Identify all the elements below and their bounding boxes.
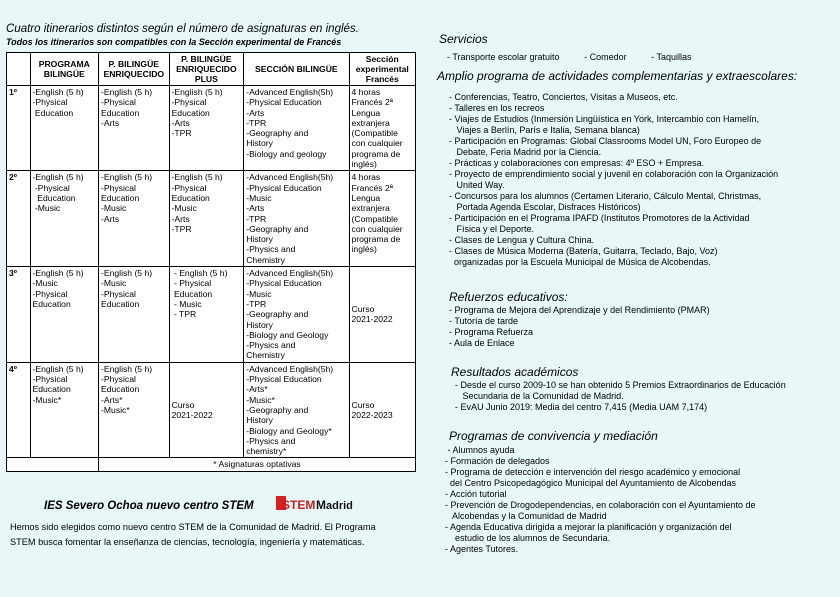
list-item: - Agentes Tutores.: [445, 544, 519, 554]
cell-line: -Arts: [246, 203, 265, 214]
cell-line: -Physical: [32, 374, 68, 385]
cell-line: -Arts*: [101, 394, 123, 405]
cell-line: Lengua: [351, 192, 381, 203]
cell-line: -Arts*: [246, 384, 268, 395]
header-enriquecido: P. BILINGÜE ENRIQUECIDO: [99, 53, 170, 86]
cell-line: -Physical: [101, 374, 136, 385]
cell-line: -Physics and: [246, 435, 296, 446]
cell-line: -Music: [101, 278, 127, 289]
cell-line: -English (5 h): [171, 87, 223, 97]
cell-line: - TPR: [171, 309, 197, 320]
cell-line: (Compatible: [351, 213, 398, 224]
list-item: Física y el Deporte.: [449, 224, 535, 234]
cell-line: -Biology and geology: [246, 148, 327, 159]
table-row: [7, 171, 416, 267]
cell-line: - Music: [171, 298, 202, 309]
cell-line: -Physical: [101, 288, 136, 299]
cell-line: Education: [171, 107, 210, 118]
table-cell-c3: [169, 362, 244, 458]
table-cell-c4: [244, 86, 349, 171]
cell-line: Curso: [351, 399, 375, 410]
list-item: - Programa Refuerza: [449, 327, 534, 337]
cell-line: inglés): [351, 159, 377, 170]
cell-line: Francés 2ª: [351, 182, 393, 193]
cell-line: -Music: [101, 203, 127, 214]
cell-line: Education: [101, 298, 140, 309]
cell-line: Francés 2ª: [351, 97, 393, 108]
itinerary-table: [6, 52, 416, 472]
servicio-taquillas: - Taquillas: [651, 52, 692, 62]
cell-line: Education: [171, 192, 210, 203]
cell-line: -English (5 h): [32, 172, 84, 183]
cell-line: History: [246, 234, 273, 245]
cell-line: -English (5 h): [32, 87, 84, 97]
list-item: Secundaria de la Comunidad de Madrid.: [455, 391, 624, 401]
list-item: - Viajes de Estudios (Inmersión Lingüística en York, Intercambio con Hamelín,: [449, 114, 759, 124]
header-seccion-frances: Sección experimental Francés: [349, 53, 415, 86]
cell-line: - English (5 h): [171, 268, 228, 279]
itinerary-subtitle: Todos los itinerarios son compatibles con la Sección experimental de Francés: [6, 37, 342, 47]
cell-line: 4 horas: [351, 172, 381, 183]
table-row: [7, 267, 416, 363]
logo-m-text: M: [316, 498, 326, 512]
cell-line: -Music: [32, 278, 58, 289]
table-cell-c5: [349, 267, 415, 363]
refuerzos-title: Refuerzos educativos:: [449, 290, 568, 304]
list-item: - Concursos para los alumnos (Certamen Literario, Cálculo Mental, Christmas,: [449, 191, 762, 201]
list-item: - Alumnos ayuda: [445, 445, 515, 455]
table-cell-c1: [30, 86, 99, 171]
cell-line: Curso: [171, 399, 195, 410]
cell-line: -English (5 h): [101, 363, 153, 374]
list-item: - Programa de Mejora del Aprendizaje y del Rendimiento (PMAR): [449, 305, 710, 315]
list-item: - EvAU Junio 2019: Media del centro 7,415 (Media UAM 7,174): [455, 402, 708, 412]
itinerary-title: Cuatro itinerarios distintos según el número de asignaturas en inglés.: [6, 23, 359, 35]
table-cell-c2: [99, 362, 170, 458]
cell-line: -Geography and: [246, 128, 309, 139]
list-item: Alcobendas y la Comunidad de Madrid: [445, 511, 607, 521]
list-item: - Desde el curso 2009-10 se han obtenido 5 Premios Extraordinarios de Educación: [455, 380, 786, 390]
cell-line: -Physical: [171, 182, 207, 193]
cell-line: -Physics and: [246, 340, 296, 351]
cell-line: -Music*: [246, 394, 275, 405]
cell-line: -Music: [246, 288, 272, 299]
cell-line: - Physical: [171, 278, 212, 289]
cell-line: Education: [32, 384, 71, 395]
cell-line: inglés): [351, 244, 377, 255]
cell-line: -Geography and: [246, 223, 309, 234]
cell-line: -English (5 h): [101, 172, 153, 183]
list-item: - Talleres en los recreos: [449, 103, 545, 113]
list-item: - Formación de delegados: [445, 456, 550, 466]
cell-line: Education: [32, 192, 76, 203]
cell-line: extranjera: [351, 117, 390, 128]
cell-line: -Physical: [32, 182, 70, 193]
cell-line: -Physical: [171, 97, 207, 108]
cell-line: -TPR: [171, 223, 192, 234]
list-item: - Proyecto de emprendimiento social y juvenil en colaboración con la Organización: [449, 169, 779, 179]
stem-madrid-logo: [276, 492, 353, 514]
cell-line: Education: [101, 107, 140, 118]
cell-line: -English (5 h): [101, 268, 153, 279]
cell-line: -English (5 h): [32, 363, 84, 374]
table-row: [7, 86, 416, 171]
cell-line: 2021-2022: [171, 410, 213, 421]
list-item: - Clases de Lengua y Cultura China.: [449, 235, 595, 245]
cell-line: -Advanced English(5h): [246, 363, 334, 374]
list-item: - Participación en Programas: Global Classrooms Model UN, Foro Europeo de: [449, 136, 762, 146]
cell-line: con cualquier: [351, 223, 403, 234]
table-cell-c3: [169, 86, 244, 171]
list-item: - Conferencias, Teatro, Conciertos, Visitas a Museos, etc.: [449, 92, 678, 102]
row-year: 2º: [7, 171, 31, 267]
list-item: - Clases de Música Moderna (Batería, Guitarra, Teclado, Bajo, Voz): [449, 246, 718, 256]
cell-line: Education: [101, 384, 140, 395]
table-cell-c4: [244, 171, 349, 267]
cell-line: programa de: [351, 148, 401, 159]
table-cell-c4: [244, 267, 349, 363]
servicios-list: [447, 52, 713, 62]
actividades-title: Amplio programa de actividades complementarias y extraescolares:: [437, 69, 798, 83]
stem-description: Hemos sido elegidos como nuevo centro STEM de la Comunidad de Madrid. El Programa STEM busca fomentar la enseñanza de ciencias, tecnología, ingeniería y matemáticas.: [10, 522, 376, 547]
cell-line: Education: [101, 192, 140, 203]
table-cell-c2: [99, 171, 170, 267]
cell-line: -Physical: [32, 97, 68, 108]
list-item: - Acción tutorial: [445, 489, 507, 499]
cell-line: -Geography and: [246, 404, 309, 415]
cell-line: -Biology and Geology: [246, 329, 329, 340]
list-item: del Centro Psicopedagógico Municipal del Ayuntamiento de Alcobendas: [445, 478, 737, 488]
row-year: 1º: [7, 86, 31, 171]
list-item: - Prácticas y colaboraciones con empresas: 4º ESO + Empresa.: [449, 158, 705, 168]
cell-line: Curso: [351, 304, 375, 315]
cell-line: -Physical Education: [246, 278, 322, 289]
servicio-transporte: - Transporte escolar gratuito: [447, 52, 560, 62]
convivencia-title: Programas de convivencia y mediación: [449, 429, 658, 443]
header-year: [7, 53, 31, 86]
cell-line: -Music*: [101, 404, 130, 415]
table-cell-c1: [30, 267, 99, 363]
header-seccion-bilingue: SECCIÓN BILINGÜE: [244, 53, 349, 86]
list-item: - Prevención de Drogodependencias, en colaboración con el Ayuntamiento de: [445, 500, 756, 510]
cell-line: -Physical: [101, 97, 136, 108]
table-cell-c1: [30, 362, 99, 458]
cell-line: -TPR: [171, 128, 192, 139]
cell-line: (Compatible: [351, 128, 398, 139]
cell-line: -Arts: [171, 117, 190, 128]
footnote: * Asignaturas optativas: [99, 458, 416, 471]
actividades-list: [449, 92, 778, 268]
table-cell-c2: [99, 267, 170, 363]
cell-line: -TPR: [246, 213, 267, 224]
cell-line: con cualquier: [351, 138, 403, 149]
cell-line: 2022-2023: [351, 410, 393, 421]
cell-line: -Arts: [246, 107, 265, 118]
cell-line: -Physical: [32, 288, 68, 299]
cell-line: -Physical Education: [246, 374, 322, 385]
cell-line: -English (5 h): [32, 268, 84, 279]
itinerary-section: [6, 22, 418, 472]
list-item: Portada Agenda Escolar, Disfraces Históricos): [449, 202, 641, 212]
cell-line: -Music: [246, 192, 272, 203]
cell-line: 2021-2022: [351, 314, 393, 325]
table-row: [7, 362, 416, 458]
table-cell-c1: [30, 171, 99, 267]
cell-line: History: [246, 319, 273, 330]
list-item: - Programa de detección e intervención del riesgo académico y emocional: [445, 467, 741, 477]
cell-line: History: [246, 138, 273, 149]
cell-line: -Advanced English(5h): [246, 87, 334, 97]
list-item: estudio de los alumnos de Secundaria.: [445, 533, 611, 543]
list-item: - Participación en el Programa IPAFD (Institutos Promotores de la Actividad: [449, 213, 750, 223]
table-cell-c5: [349, 86, 415, 171]
cell-line: Chemistry: [246, 350, 285, 361]
table-cell-c4: [244, 362, 349, 458]
cell-line: History: [246, 415, 273, 426]
cell-line: -Advanced English(5h): [246, 172, 334, 183]
list-item: - Agenda Educativa dirigida a mejorar la planificación y organización del: [445, 522, 732, 532]
cell-line: extranjera: [351, 203, 390, 214]
header-programa-bilingue: PROGRAMA BILINGÜE: [30, 53, 99, 86]
cell-line: -Physical Education: [246, 182, 322, 193]
cell-line: -TPR: [246, 298, 267, 309]
cell-line: -TPR: [246, 117, 267, 128]
table-cell-c3: [169, 171, 244, 267]
logo-madrid-text: adrid: [326, 500, 353, 512]
list-item: - Tutoría de tarde: [449, 316, 519, 326]
cell-line: programa de: [351, 234, 401, 245]
table-header-row: [7, 53, 416, 86]
cell-line: -Physical Education: [246, 97, 322, 108]
cell-line: Chemistry: [246, 254, 285, 265]
cell-line: -English (5 h): [171, 172, 223, 183]
cell-line: -Geography and: [246, 309, 309, 320]
cell-line: -Arts: [101, 213, 120, 224]
cell-line: -Physical: [101, 182, 136, 193]
list-item: United Way.: [449, 180, 505, 190]
logo-stem-text: STEM: [282, 498, 316, 512]
cell-line: -Physics and: [246, 244, 296, 255]
cell-line: Lengua: [351, 107, 381, 118]
list-item: Viajes a Berlín, París e Italia, Semana blanca): [449, 125, 640, 135]
cell-line: Education: [32, 298, 71, 309]
list-item: organizadas por la Escuela Municipal de Música de Alcobendas.: [449, 257, 711, 267]
cell-line: -Music: [32, 203, 61, 214]
refuerzos-list: [449, 305, 710, 349]
footnote-row: [7, 458, 416, 471]
cell-line: -Biology and Geology*: [246, 425, 332, 436]
row-year: 4º: [7, 362, 31, 458]
cell-line: Education: [171, 288, 213, 299]
convivencia-list: [445, 445, 756, 555]
table-cell-c5: [349, 171, 415, 267]
cell-line: -Arts: [101, 117, 120, 128]
servicio-comedor: - Comedor: [584, 52, 627, 62]
row-year: 3º: [7, 267, 31, 363]
resultados-list: [455, 380, 786, 413]
list-item: Debate, Feria Madrid por la Ciencia.: [449, 147, 602, 157]
cell-line: -Music*: [32, 394, 62, 405]
cell-line: -Music: [171, 203, 197, 214]
table-cell-c5: [349, 362, 415, 458]
resultados-title: Resultados académicos: [451, 365, 579, 379]
header-enriquecido-plus: P. BILINGÜE ENRIQUECIDO PLUS: [169, 53, 244, 86]
cell-line: 4 horas: [351, 87, 381, 97]
cell-line: -Advanced English(5h): [246, 268, 334, 279]
list-item: - Aula de Enlace: [449, 338, 515, 348]
cell-line: -Arts: [171, 213, 190, 224]
table-cell-c2: [99, 86, 170, 171]
servicios-title: Servicios: [439, 32, 488, 46]
cell-line: Education: [32, 107, 74, 118]
stem-title: IES Severo Ochoa nuevo centro STEM: [44, 500, 254, 512]
cell-line: -English (5 h): [101, 87, 153, 97]
table-cell-c3: [169, 267, 244, 363]
cell-line: chemistry*: [246, 446, 287, 457]
